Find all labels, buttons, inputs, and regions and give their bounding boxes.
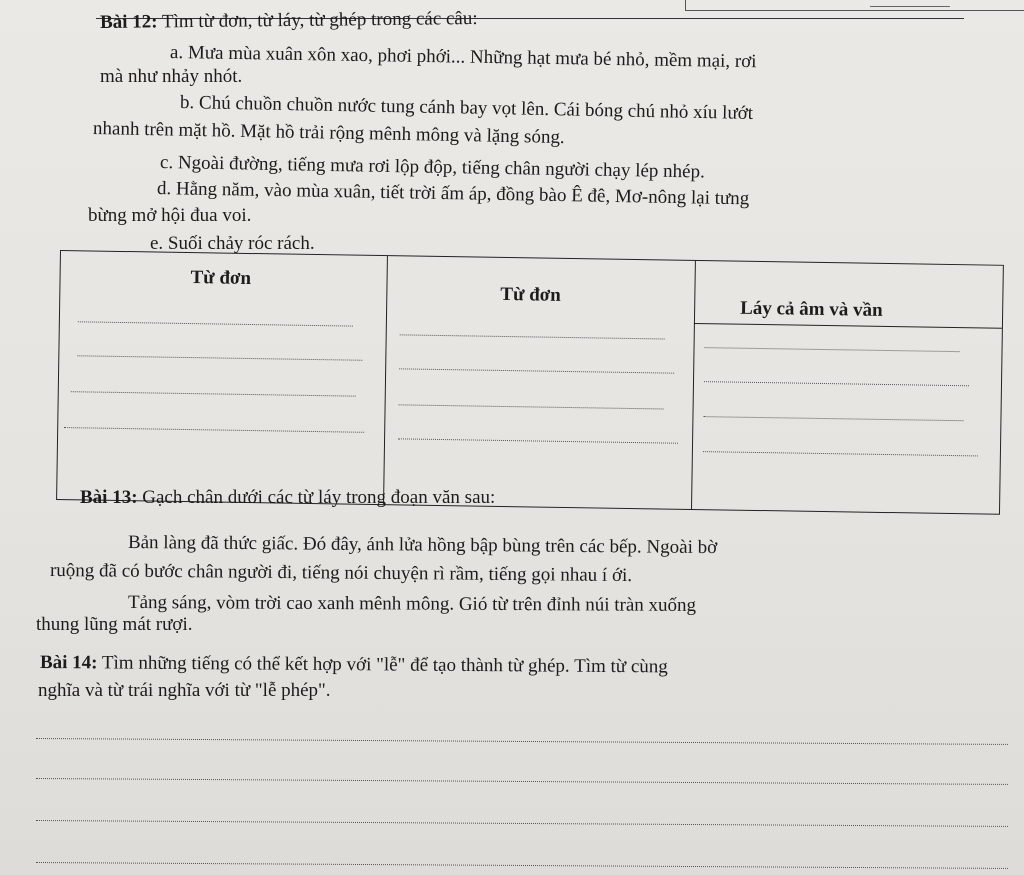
bai12-heading	[100, 8, 478, 34]
answer-table	[56, 250, 1004, 515]
answer-line-bai14-2[interactable]	[36, 778, 1008, 785]
answer-line-col3-1[interactable]	[705, 347, 960, 352]
table-divider-2	[691, 261, 696, 509]
table-divider-1	[383, 256, 388, 504]
answer-line-col3-2[interactable]	[704, 381, 969, 386]
bai13-heading	[80, 487, 495, 509]
sentence-e: e. Suối chảy róc rách.	[150, 233, 315, 254]
table-header-col1: Từ đơn	[190, 267, 252, 290]
answer-line-col2-1[interactable]	[400, 334, 665, 339]
answer-line-bai14-3[interactable]	[36, 820, 1008, 827]
sentence-c: c. Ngoài đường, tiếng mưa rơi lộp độp, tiếng chân người chạy lép nhép.	[159, 152, 705, 183]
bai13-paragraph1-line1: Bản làng đã thức giấc. Đó đây, ánh lửa hồng bập bùng trên các bếp. Ngoài bờ	[127, 532, 718, 559]
bai12-title: Bài 12:	[99, 11, 158, 33]
answer-line-col2-2[interactable]	[399, 368, 674, 373]
bai12-prompt: Tìm từ đơn, từ láy, từ ghép trong các câu:	[161, 8, 478, 33]
bai14-prompt-line1: Tìm những tiếng có thể kết hợp với "lễ" để tạo thành từ ghép. Tìm từ cùng	[101, 652, 668, 678]
answer-line-col3-4[interactable]	[703, 451, 978, 456]
header-box	[685, 0, 1024, 11]
sentence-a-line2: mà như nhảy nhót.	[100, 66, 243, 87]
answer-line-col1-4[interactable]	[64, 427, 364, 433]
answer-line-bai14-4[interactable]	[36, 862, 1008, 869]
table-header-rule	[694, 323, 1002, 329]
sentence-a-line1: a. Mưa mùa xuân xôn xao, phơi phới... Những hạt mưa bé nhỏ, mềm mại, rơi	[169, 42, 757, 73]
bai13-paragraph1-line2: ruộng đã có bước chân người đi, tiếng nói chuyện rì rầm, tiếng gọi nhau í ới.	[49, 560, 633, 587]
answer-line-bai14-1[interactable]	[36, 738, 1008, 745]
sentence-b-line1: b. Chú chuồn chuồn nước tung cánh bay vọt lên. Cái bóng chú nhỏ xíu lướt	[179, 92, 754, 125]
bai14-title: Bài 14:	[39, 652, 98, 674]
sentence-d-line2: bừng mở hội đua voi.	[88, 205, 252, 226]
table-header-col2: Từ đơn	[500, 283, 561, 306]
answer-line-col3-3[interactable]	[703, 416, 963, 421]
table-header-col3: Láy cả âm và vần	[740, 297, 883, 321]
answer-line-col1-3[interactable]	[71, 391, 356, 396]
sentence-d-line1: d. Hằng năm, vào mùa xuân, tiết trời ấm áp, đồng bào Ê đê, Mơ-nông lại tưng	[156, 178, 750, 210]
sentence-b-line2: nhanh trên mặt hồ. Mặt hồ trải rộng mênh mông và lặng sóng.	[92, 118, 565, 149]
answer-line-col2-3[interactable]	[399, 404, 664, 409]
bai13-prompt: Gạch chân dưới các từ láy trong đoạn văn sau:	[142, 487, 496, 508]
bai14-prompt-line2: nghĩa và từ trái nghĩa với từ "lễ phép".	[38, 680, 331, 701]
answer-line-col1-1[interactable]	[78, 321, 353, 326]
bai13-title: Bài 13:	[80, 487, 138, 508]
answer-line-col1-2[interactable]	[77, 355, 362, 360]
bai13-paragraph2-line2: thung lũng mát rượi.	[36, 614, 193, 635]
header-rule	[870, 6, 950, 7]
bai14-heading	[40, 652, 668, 678]
bai13-paragraph2-line1: Tảng sáng, vòm trời cao xanh mênh mông. Gió từ trên đỉnh núi tràn xuống	[127, 592, 697, 616]
answer-line-col2-4[interactable]	[398, 438, 678, 443]
